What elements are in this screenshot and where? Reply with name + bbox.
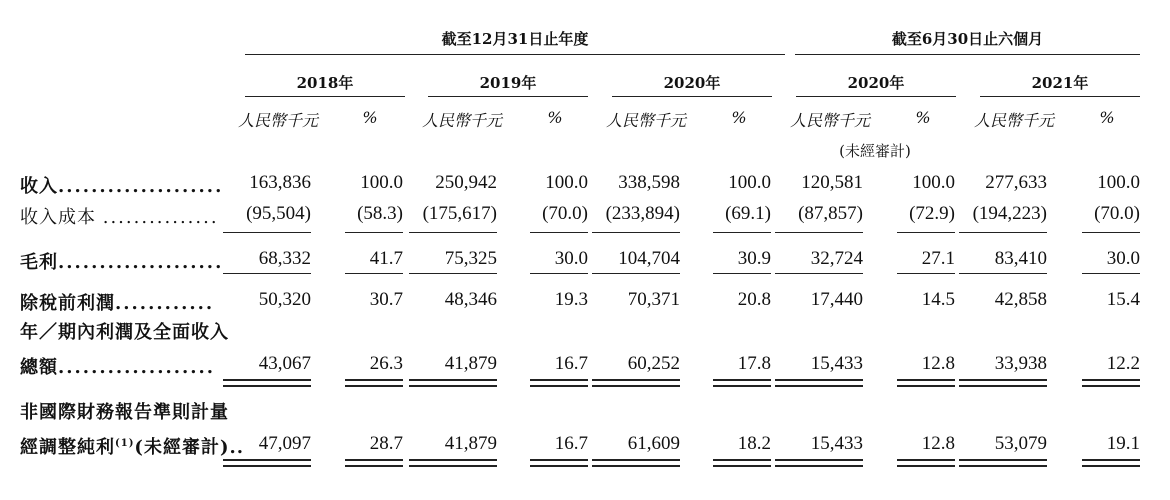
subtotal-rule-2020-amount [592,232,680,233]
cell-cost-of-revenue-2021h1-amount: (194,223) [972,203,1047,224]
row-label-profit-line1: 年／期內利潤及全面收入 [20,322,229,343]
cell-profit-before-tax-2021h1-amount: 42,858 [994,289,1047,310]
cell-cost-of-revenue-2020-amount: (233,894) [605,203,680,224]
year-header-2021-h1: 2021年 [1031,74,1089,92]
total-double-rule-2018-pct [345,379,403,387]
unit-pct-2019: % [547,108,563,127]
adjusted-double-rule-2020-amount [592,459,680,467]
gross-profit-rule-2020-amount [592,273,680,274]
subtotal-rule-2021h1-pct [1082,232,1140,233]
cell-revenue-2021h1-amount: 277,633 [985,172,1047,193]
adjusted-double-rule-2020h1-pct [897,459,955,467]
cell-cost-of-revenue-2019-amount: (175,617) [422,203,497,224]
gross-profit-rule-2021h1-amount [959,273,1047,274]
cell-total-comprehensive-income-2018-pct: 26.3 [369,353,403,374]
cell-gross-profit-2020h1-pct: 27.1 [921,248,955,269]
cell-revenue-2018-pct: 100.0 [360,172,403,193]
cell-adjusted-net-profit-2021h1-amount: 53,079 [994,433,1047,454]
unit-amount-2020-h1: 人民幣千元 [789,111,870,130]
cell-cost-of-revenue-2021h1-pct: (70.0) [1094,203,1140,224]
cell-cost-of-revenue-2019-pct: (70.0) [542,203,588,224]
unit-amount-2021-h1: 人民幣千元 [973,111,1054,130]
cell-profit-before-tax-2020h1-pct: 14.5 [921,289,955,310]
total-double-rule-2020h1-amount [775,379,863,387]
row-label-non-ifrs-line1: 非國際財務報告準則計量 [20,402,229,423]
total-double-rule-2019-amount [409,379,497,387]
adjusted-double-rule-2020h1-amount [775,459,863,467]
gross-profit-rule-2019-amount [409,273,497,274]
cell-total-comprehensive-income-2020h1-pct: 12.8 [921,353,955,374]
total-double-rule-2018-amount [223,379,311,387]
cell-cost-of-revenue-2018-pct: (58.3) [357,203,403,224]
subtotal-rule-2020h1-pct [897,232,955,233]
cell-cost-of-revenue-2020h1-amount: (87,857) [798,203,863,224]
cell-adjusted-net-profit-2020h1-amount: 15,433 [810,433,863,454]
cell-profit-before-tax-2018-amount: 50,320 [258,289,311,310]
header-group-semiannual-rule [795,54,1140,55]
cell-revenue-2019-amount: 250,942 [435,172,497,193]
subtotal-rule-2019-amount [409,232,497,233]
total-double-rule-2019-pct [530,379,588,387]
cell-total-comprehensive-income-2019-pct: 16.7 [554,353,588,374]
cell-cost-of-revenue-2020h1-pct: (72.9) [909,203,955,224]
total-double-rule-2021h1-pct [1082,379,1140,387]
cell-gross-profit-2020h1-amount: 32,724 [810,248,863,269]
cell-gross-profit-2019-pct: 30.0 [554,248,588,269]
cell-profit-before-tax-2019-amount: 48,346 [444,289,497,310]
year-header-2020-annual: 2020年 [663,74,721,92]
header-group-annual: 截至12月31日止年度 [441,30,589,48]
cell-adjusted-net-profit-2019-pct: 16.7 [554,433,588,454]
cell-profit-before-tax-2020h1-amount: 17,440 [810,289,863,310]
total-double-rule-2020-amount [592,379,680,387]
cell-gross-profit-2020-amount: 104,704 [618,248,680,269]
gross-profit-rule-2020-pct [713,273,771,274]
adjusted-double-rule-2021h1-amount [959,459,1047,467]
year-rule-2021-h1 [980,96,1140,97]
cell-gross-profit-2020-pct: 30.9 [737,248,771,269]
unit-amount-2020-annual: 人民幣千元 [605,111,686,130]
header-group-semiannual: 截至6月30日止六個月 [891,30,1044,48]
row-label-total-comprehensive-income: 總額................... [20,357,216,378]
cell-total-comprehensive-income-2020-pct: 17.8 [737,353,771,374]
row-label-profit-before-tax: 除稅前利潤............ [20,293,215,314]
unit-amount-2019: 人民幣千元 [421,111,502,130]
cell-gross-profit-2019-amount: 75,325 [444,248,497,269]
cell-revenue-2020h1-amount: 120,581 [801,172,863,193]
cell-adjusted-net-profit-2020-pct: 18.2 [737,433,771,454]
unit-pct-2020-annual: % [731,108,747,127]
cell-gross-profit-2021h1-pct: 30.0 [1106,248,1140,269]
unit-pct-2020-h1: % [915,108,931,127]
cell-profit-before-tax-2021h1-pct: 15.4 [1106,289,1140,310]
unit-pct-2018: % [362,108,378,127]
cell-profit-before-tax-2020-amount: 70,371 [627,289,680,310]
gross-profit-rule-2020h1-amount [775,273,863,274]
cell-revenue-2020h1-pct: 100.0 [912,172,955,193]
row-label-cost-of-revenue: 收入成本 ............... [20,207,219,228]
cell-total-comprehensive-income-2020h1-amount: 15,433 [810,353,863,374]
total-double-rule-2020-pct [713,379,771,387]
cell-profit-before-tax-2018-pct: 30.7 [369,289,403,310]
cell-revenue-2021h1-pct: 100.0 [1097,172,1140,193]
cell-total-comprehensive-income-2021h1-pct: 12.2 [1106,353,1140,374]
cell-adjusted-net-profit-2019-amount: 41,879 [444,433,497,454]
subtotal-rule-2020-pct [713,232,771,233]
year-rule-2020-annual [612,96,772,97]
gross-profit-rule-2018-amount [223,273,311,274]
cell-revenue-2020-pct: 100.0 [728,172,771,193]
cell-adjusted-net-profit-2020h1-pct: 12.8 [921,433,955,454]
cell-profit-before-tax-2020-pct: 20.8 [737,289,771,310]
cell-adjusted-net-profit-2018-amount: 47,097 [258,433,311,454]
gross-profit-rule-2019-pct [530,273,588,274]
cell-total-comprehensive-income-2020-amount: 60,252 [627,353,680,374]
adjusted-double-rule-2018-pct [345,459,403,467]
cell-total-comprehensive-income-2018-amount: 43,067 [258,353,311,374]
year-rule-2018 [245,96,405,97]
cell-adjusted-net-profit-2018-pct: 28.7 [369,433,403,454]
cell-total-comprehensive-income-2019-amount: 41,879 [444,353,497,374]
adjusted-double-rule-2021h1-pct [1082,459,1140,467]
unaudited-note: (未經審計) [839,142,911,160]
year-header-2018: 2018年 [296,74,354,92]
cell-total-comprehensive-income-2021h1-amount: 33,938 [994,353,1047,374]
row-label-revenue: 收入.................... [20,176,224,197]
adjusted-double-rule-2020-pct [713,459,771,467]
cell-revenue-2019-pct: 100.0 [545,172,588,193]
cell-gross-profit-2018-pct: 41.7 [369,248,403,269]
header-group-annual-rule [245,54,785,55]
gross-profit-rule-2021h1-pct [1082,273,1140,274]
subtotal-rule-2020h1-amount [775,232,863,233]
subtotal-rule-2018-amount [223,232,311,233]
row-label-adjusted-net-profit: 經調整純利$^{(1)}$(未經審計).. [20,437,244,458]
cell-gross-profit-2021h1-amount: 83,410 [994,248,1047,269]
subtotal-rule-2018-pct [345,232,403,233]
adjusted-double-rule-2019-amount [409,459,497,467]
total-double-rule-2021h1-amount [959,379,1047,387]
year-rule-2020-h1 [796,96,956,97]
unit-pct-2021-h1: % [1099,108,1115,127]
subtotal-rule-2019-pct [530,232,588,233]
cell-adjusted-net-profit-2020-amount: 61,609 [627,433,680,454]
cell-adjusted-net-profit-2021h1-pct: 19.1 [1106,433,1140,454]
cell-gross-profit-2018-amount: 68,332 [258,248,311,269]
adjusted-double-rule-2018-amount [223,459,311,467]
year-header-2020-h1: 2020年 [847,74,905,92]
gross-profit-rule-2020h1-pct [897,273,955,274]
cell-revenue-2020-amount: 338,598 [618,172,680,193]
year-rule-2019 [428,96,588,97]
adjusted-double-rule-2019-pct [530,459,588,467]
cell-revenue-2018-amount: 163,836 [249,172,311,193]
cell-profit-before-tax-2019-pct: 19.3 [554,289,588,310]
gross-profit-rule-2018-pct [345,273,403,274]
total-double-rule-2020h1-pct [897,379,955,387]
year-header-2019: 2019年 [479,74,537,92]
cell-cost-of-revenue-2020-pct: (69.1) [725,203,771,224]
unit-amount-2018: 人民幣千元 [237,111,318,130]
row-label-gross-profit: 毛利.................... [20,252,224,273]
cell-cost-of-revenue-2018-amount: (95,504) [246,203,311,224]
subtotal-rule-2021h1-amount [959,232,1047,233]
